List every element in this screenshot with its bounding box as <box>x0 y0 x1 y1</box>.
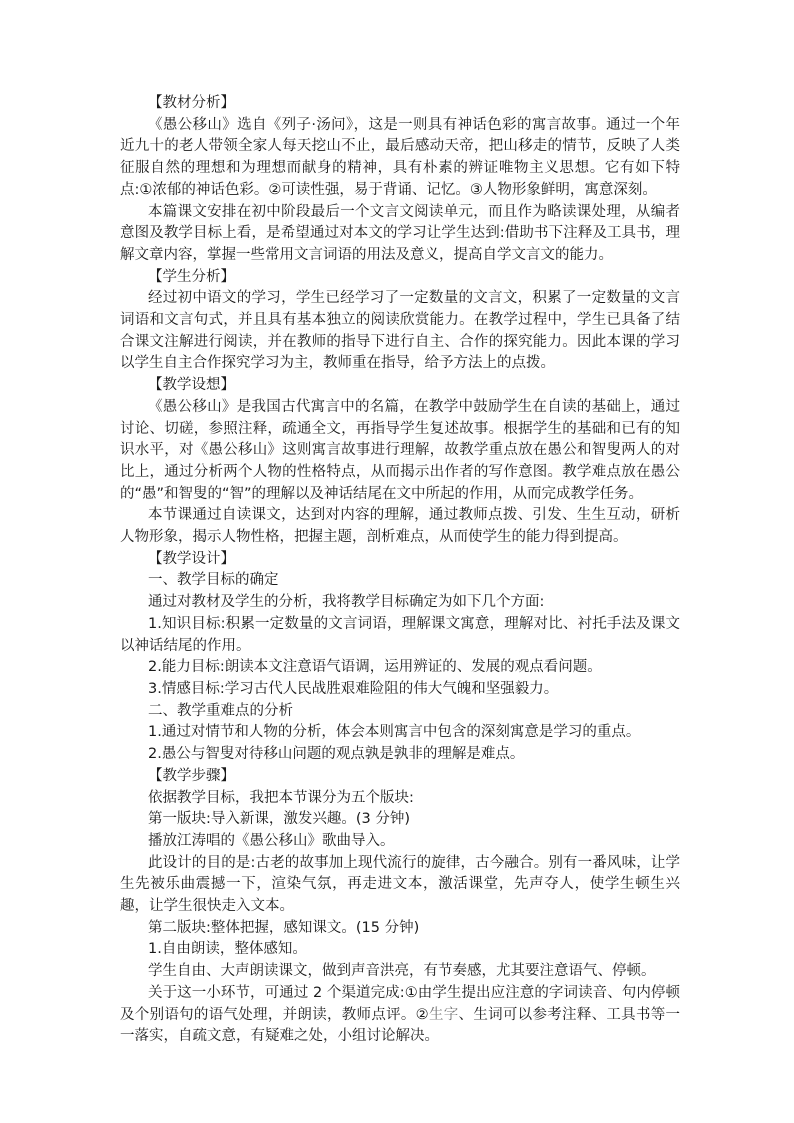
heading-teaching-idea: 【教学设想】 <box>148 377 235 394</box>
heading-textbook-analysis: 【教材分析】 <box>148 95 235 111</box>
paragraph: 通过对教材及学生的分析，我将教学目标确定为如下几个方面: <box>148 594 545 611</box>
heading-teaching-design: 【教学设计】 <box>148 550 235 567</box>
paragraph-text: 关于这一小环节，可通过 2 个渠道完成:①由学生提出应注意的字词读音、句内停顿及个别语句的语气处理，并朗读，教师点评。② <box>120 984 680 1023</box>
heading-student-analysis: 【学生分析】 <box>148 268 235 285</box>
list-item: 1.知识目标:积累一定数量的文言词语，理解课文寓意，理解对比、衬托手法及课文以神话结尾的作用。 <box>120 615 680 654</box>
paragraph <box>120 983 680 1048</box>
paragraph: 播放江涛唱的《愚公移山》歌曲导入。 <box>148 832 395 849</box>
paragraph: 《愚公移山》是我国古代寓言中的名篇，在教学中鼓励学生在自读的基础上，通过讨论、切磋，参照注释，疏通全文，再指导学生复述故事。根据学生的基础和已有的知识水平，对《愚公移山》这则寓言故事进行理解，故教学重点放在愚公和智叟两人的对比上，通过分析两个人物的性格特点，从而揭示出作者的写作意图。教学难点放在愚公的“愚”和智叟的“智”的理解以及神话结尾在文中所起的作用，从而完成教学任务。 <box>120 398 680 502</box>
paragraph: 本篇课文安排在初中阶段最后一个文言文阅读单元，而且作为略读课处理，从编者意图及教学目标上看，是希望通过对本文的学习让学生达到:借助书下注释及工具书，理解文章内容，掌握一些常用文言词语的用法及意义，提高自学文言文的能力。 <box>120 203 680 263</box>
list-item: 1.通过对情节和人物的分析，体会本则寓言中包含的深刻寓意是学习的重点。 <box>148 724 641 741</box>
paragraph-text-gray: 生字 <box>428 1006 459 1023</box>
paragraph: 本节课通过自读课文，达到对内容的理解，通过教师点拨、引发、生生互动，研析人物形象，揭示人物性格，把握主题，剖析难点，从而使学生的能力得到提高。 <box>120 507 680 546</box>
list-item: 2.愚公与智叟对待移山问题的观点孰是孰非的理解是难点。 <box>148 746 525 763</box>
section-title: 一、教学目标的确定 <box>148 572 279 589</box>
list-item: 1.自由朗读，整体感知。 <box>148 941 307 958</box>
list-item: 3.情感目标:学习古代人民战胜艰难险阻的伟大气魄和坚强毅力。 <box>148 680 559 697</box>
heading-teaching-steps: 【教学步骤】 <box>148 767 235 784</box>
paragraph: 第一版块:导入新课，激发兴趣。(3 分钟) <box>148 811 411 828</box>
section-title: 二、教学重难点的分析 <box>148 702 293 719</box>
paragraph: 第二版块:整体把握，感知课文。(15 分钟) <box>148 919 420 936</box>
paragraph: 经过初中语文的学习，学生已经学习了一定数量的文言文，积累了一定数量的文言词语和文言句式，并且具有基本独立的阅读欣赏能力。在教学过程中，学生已具备了结合课文注解进行阅读，并在教师的指导下进行自主、合作的探究能力。因此本课的学习以学生自主合作探究学习为主，教师重在指导，给予方法上的点拨。 <box>120 290 680 372</box>
paragraph-text: 、生词可以参考注释、工具书等一一落实，自疏文意，有疑难之处，小组讨论解决。 <box>120 1006 681 1045</box>
paragraph: 学生自由、大声朗读课文，做到声音洪亮，有节奏感，尤其要注意语气、停顿。 <box>148 963 656 980</box>
paragraph: 依据教学目标，我把本节课分为五个版块: <box>148 789 414 806</box>
document-page <box>120 93 680 1048</box>
paragraph: 《愚公移山》选自《列子·汤问》，这是一则具有神话色彩的寓言故事。通过一个年近九十的老人带领全家人每天挖山不止，最后感动天帝，把山移走的情节，反映了人类征服自然的理想和为理想而献身的精神，具有朴素的辨证唯物主义思想。它有如下特点:①浓郁的神话色彩。②可读性强，易于背诵、记忆。③人物形象鲜明，寓意深刻。 <box>120 116 680 198</box>
paragraph: 此设计的目的是:古老的故事加上现代流行的旋律，古今融合。别有一番风味，让学生先被乐曲震撼一下，渲染气氛，再走进文本，激活课堂，先声夺人，使学生顿生兴趣，让学生很快走入文本。 <box>120 854 680 915</box>
list-item: 2.能力目标:朗读本文注意语气语调，运用辨证的、发展的观点看问题。 <box>148 659 602 676</box>
